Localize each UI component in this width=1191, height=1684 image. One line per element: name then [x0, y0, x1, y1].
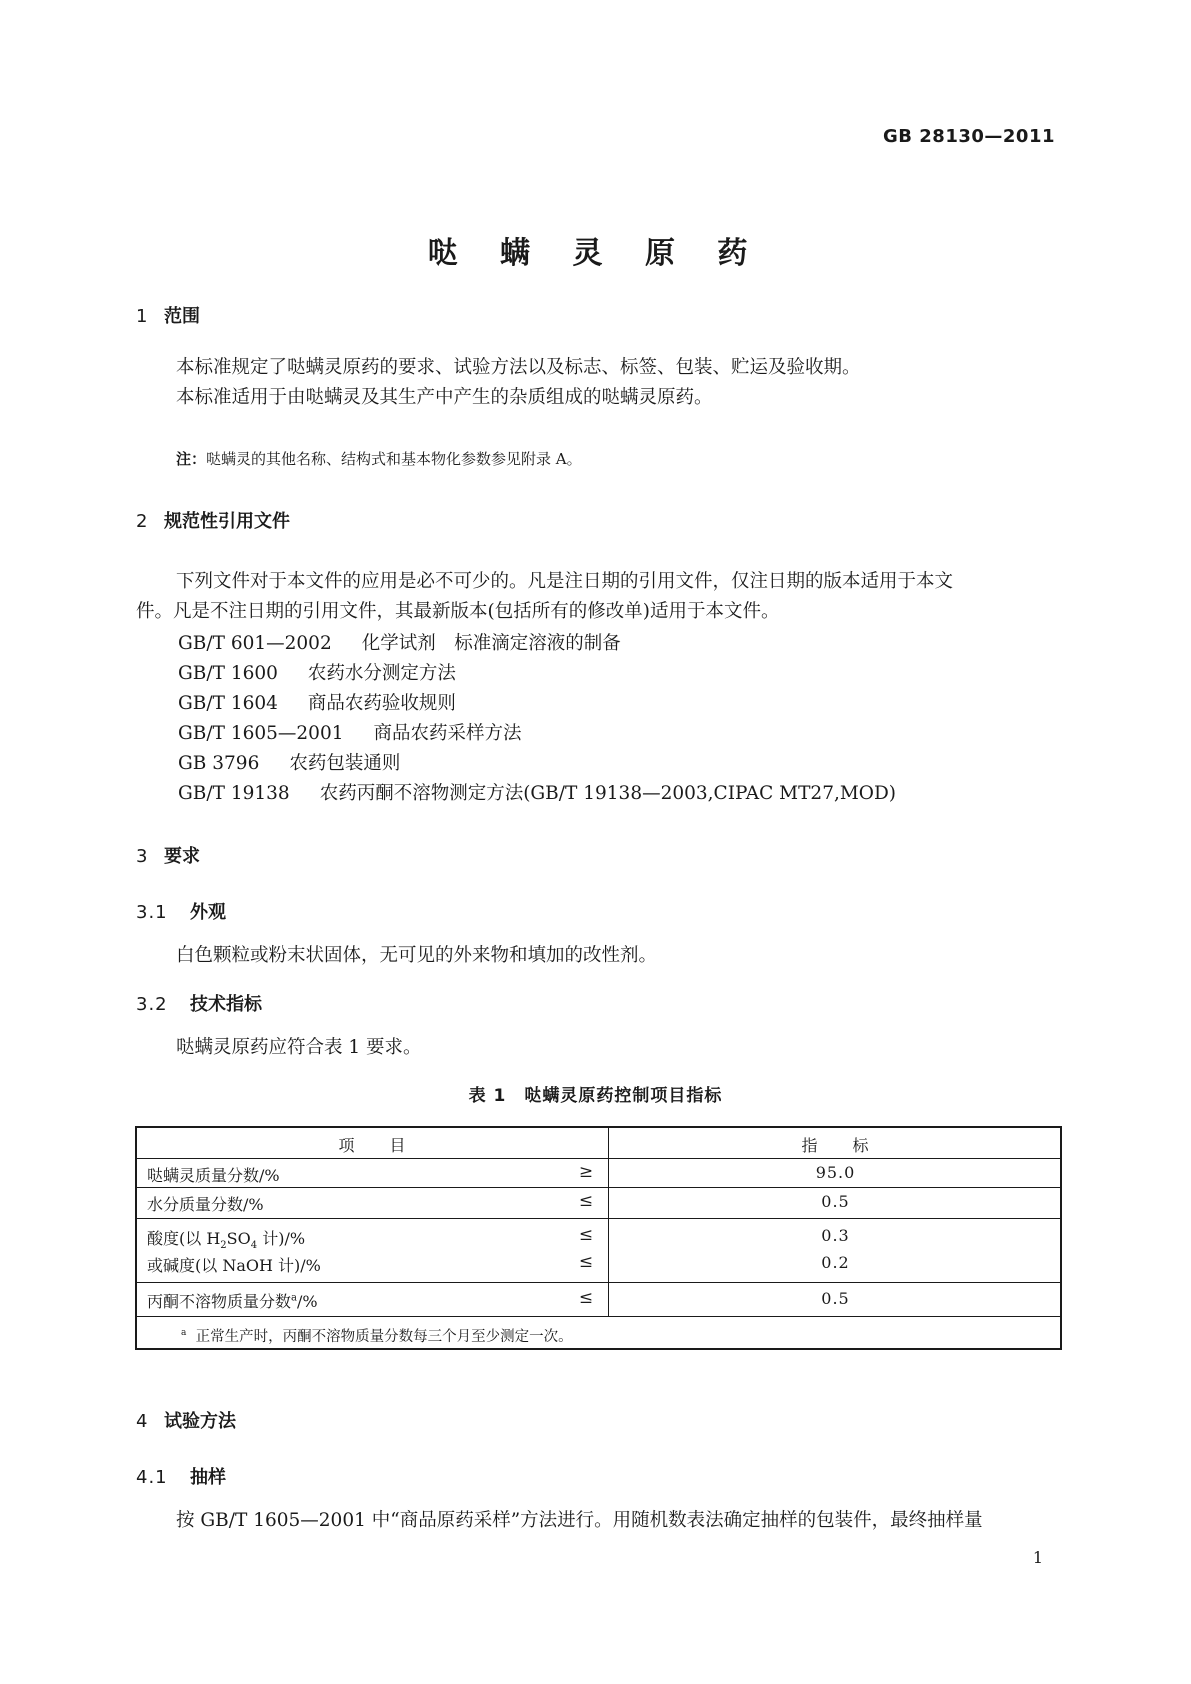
table-footnote	[181, 1325, 573, 1346]
standard-number: GB 28130—2011	[883, 126, 1055, 147]
reference-item	[178, 659, 456, 685]
table-row-value: 0.2	[821, 1253, 850, 1272]
reference-code: GB/T 1604	[178, 693, 278, 714]
section-2-title: 规范性引用文件	[164, 511, 290, 532]
table-row-symbol: ≤	[578, 1288, 594, 1308]
subsection-3-2-heading	[136, 990, 262, 1016]
footnote-marker: a	[181, 1328, 187, 1339]
table-1	[135, 1126, 1062, 1350]
reference-title: 农药丙酮不溶物测定方法(GB/T 19138—2003,CIPAC MT27,MOD)	[319, 783, 897, 804]
section-3-number: 3	[136, 846, 148, 867]
section-4-title: 试验方法	[164, 1411, 236, 1432]
section-4-number: 4	[136, 1411, 148, 1432]
reference-title: 化学试剂 标准滴定溶液的制备	[361, 633, 621, 654]
reference-item	[178, 719, 522, 745]
table-header-item: 项 目	[338, 1136, 407, 1155]
page-number: 1	[1032, 1548, 1043, 1567]
section-3-title: 要求	[164, 846, 200, 867]
document-title: 哒 螨 灵 原 药	[427, 236, 764, 271]
section-1-number: 1	[136, 306, 148, 327]
section-3-heading	[136, 842, 200, 868]
table-row-value: 0.5	[821, 1289, 850, 1308]
subsection-3-1-number: 3.1	[136, 902, 168, 923]
table-row-value: 95.0	[815, 1163, 856, 1182]
subscript: 2	[220, 1240, 227, 1252]
table-row-divider	[137, 1316, 1060, 1317]
subsection-4-1-number: 4.1	[136, 1467, 168, 1488]
table-header-index: 指 标	[801, 1136, 870, 1155]
reference-title: 农药包装通则	[289, 753, 401, 774]
footnote-marker: a	[291, 1292, 297, 1304]
subscript: 4	[250, 1240, 258, 1252]
reference-item	[178, 749, 400, 775]
table-column-divider	[608, 1128, 609, 1316]
section-2-heading	[136, 507, 290, 533]
references-intro-line-1: 下列文件对于本文件的应用是必不可少的。凡是注日期的引用文件，仅注日期的版本适用于本文	[176, 571, 954, 592]
reference-title: 农药水分测定方法	[307, 663, 456, 684]
technical-index-text: 哒螨灵原药应符合表 1 要求。	[176, 1037, 422, 1058]
section-1-title: 范围	[164, 306, 200, 327]
table-row-item	[147, 1226, 305, 1251]
table-row-value: 0.5	[821, 1192, 850, 1211]
scope-paragraph-1: 本标准规定了哒螨灵原药的要求、试验方法以及标志、标签、包装、贮运及验收期。	[176, 357, 861, 378]
table-row-divider	[137, 1282, 1060, 1283]
table-row-item: 或碱度(以 NaOH 计)/%	[147, 1256, 321, 1275]
scope-paragraph-2: 本标准适用于由哒螨灵及其生产中产生的杂质组成的哒螨灵原药。	[176, 387, 713, 408]
reference-item	[178, 779, 896, 805]
table-row-item: 水分质量分数/%	[147, 1195, 264, 1214]
table-row-divider	[137, 1187, 1060, 1188]
note-text: 哒螨灵的其他名称、结构式和基本物化参数参见附录 A。	[206, 450, 582, 468]
references-intro-line-2: 件。凡是不注日期的引用文件，其最新版本(包括所有的修改单)适用于本文件。	[136, 601, 780, 622]
section-1-heading	[136, 302, 200, 328]
table-row-symbol: ≤	[578, 1225, 594, 1245]
table-row-symbol: ≤	[578, 1252, 594, 1272]
appearance-text: 白色颗粒或粉末状固体，无可见的外来物和填加的改性剂。	[176, 945, 658, 966]
subsection-3-2-number: 3.2	[136, 994, 168, 1015]
subsection-4-1-title: 抽样	[190, 1467, 226, 1488]
footnote-text: 正常生产时，丙酮不溶物质量分数每三个月至少测定一次。	[195, 1329, 573, 1345]
table-1-caption: 表 1 哒螨灵原药控制项目指标	[468, 1086, 723, 1106]
note-label: 注：	[176, 450, 207, 468]
reference-code: GB 3796	[178, 753, 260, 774]
table-row-divider	[137, 1158, 1060, 1159]
subsection-3-2-title: 技术指标	[190, 994, 262, 1015]
subsection-4-1-heading	[136, 1463, 226, 1489]
table-row-symbol: ≥	[578, 1162, 594, 1182]
table-row-divider	[137, 1218, 1060, 1219]
section-2-number: 2	[136, 511, 148, 532]
section-4-heading	[136, 1407, 236, 1433]
reference-code: GB/T 601—2002	[178, 633, 332, 654]
reference-code: GB/T 19138	[178, 783, 290, 804]
item-text: /%	[296, 1292, 318, 1311]
table-row-symbol: ≤	[578, 1191, 594, 1211]
table-row-item: 哒螨灵质量分数/%	[147, 1166, 280, 1185]
item-text: 计)/%	[257, 1229, 306, 1248]
scope-note	[176, 448, 582, 469]
reference-title: 商品农药采样方法	[373, 723, 522, 744]
item-text: 酸度(以 H	[147, 1229, 221, 1248]
reference-code: GB/T 1600	[178, 663, 278, 684]
table-row-value: 0.3	[821, 1226, 850, 1245]
item-text: 丙酮不溶物质量分数	[147, 1292, 292, 1311]
sampling-text: 按 GB/T 1605—2001 中“商品原药采样”方法进行。用随机数表法确定抽样的包装件，最终抽样量	[176, 1510, 983, 1531]
reference-title: 商品农药验收规则	[307, 693, 456, 714]
reference-code: GB/T 1605—2001	[178, 723, 344, 744]
reference-item	[178, 629, 621, 655]
subsection-3-1-title: 外观	[190, 902, 226, 923]
item-text: SO	[226, 1229, 251, 1248]
subsection-3-1-heading	[136, 898, 226, 924]
reference-item	[178, 689, 456, 715]
table-row-item	[147, 1289, 318, 1312]
